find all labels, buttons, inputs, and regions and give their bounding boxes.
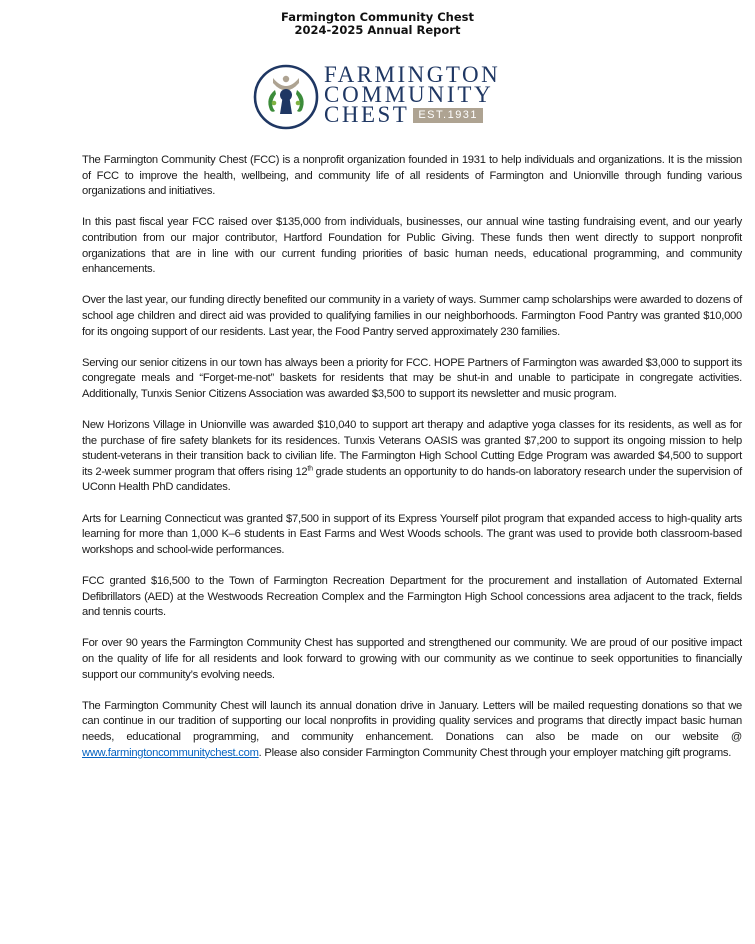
paragraph-donation-text-a: The Farmington Community Chest will launch its annual donation drive in January. Letters will be mailed requesting donations so that we can continue in our tradition of supporting our local nonprofits in providing quality services and programs that directly impact basic human needs, educational programming, and community enhancement. Donations can also be made on our website @ (82, 699, 742, 743)
logo-wordmark-farmington: FARMINGTON (324, 62, 501, 87)
paragraph-community-impact: Over the last year, our funding directly benefited our community in a variety of ways. Summer camp scholarships were awarded to dozens of school age children and direct aid was provided to qualifying families in our neighborhoods. Farmington Food Pantry was granted $10,000 for its ongoing support of our residents. Last year, the Food Pantry served approximately 230 families. (82, 294, 742, 338)
logo-wordmark-chest: CHEST (324, 102, 410, 127)
report-title-org: Farmington Community Chest (281, 10, 474, 24)
logo-wordmark-community: COMMUNITY (324, 82, 494, 107)
website-link[interactable]: www.farmingtoncommunitychest.com (82, 746, 259, 759)
paragraph-aed: FCC granted $16,500 to the Town of Farmington Recreation Department for the procurement and installation of Automated External Defibrillators (AED) at the Westwoods Recreation Complex and the Farmington High School concessions area adjacent to the track, fields and tennis courts. (82, 575, 742, 619)
fcc-keyhole-people-icon (253, 64, 319, 130)
fcc-logo (253, 61, 503, 133)
established-badge: EST.1931 (413, 108, 483, 123)
paragraph-seniors: Serving our senior citizens in our town has always been a priority for FCC. HOPE Partners of Farmington was awarded $3,000 to support its congregate meals and “Forget-me-not” baskets for residents that may be shut-in and unable to participate in congregate activities. Additionally, Tunxis Senior Citizens Association was awarded $3,500 to support its newsletter and music program. (82, 356, 742, 400)
report-body (82, 153, 742, 777)
logo-wordmark-chest-row (324, 102, 500, 127)
paragraph-arts: Arts for Learning Connecticut was granted $7,500 in support of its Express Yourself pilot program that expanded access to high-quality arts learning for more than 1,000 K–6 students in East Farms and West Woods schools. The grant was used to provide both classroom-based workshops and school-wide performances. (82, 512, 742, 556)
paragraph-grants-text-b: grade students an opportunity to do hands-on laboratory research under the supervision of UConn Health PhD candidates. (82, 465, 742, 494)
paragraph-mission: The Farmington Community Chest (FCC) is a nonprofit organization founded in 1931 to help individuals and organizations. It is the mission of FCC to improve the health, wellbeing, and community life of all residents of Farmington and Unionville through funding various organizations and initiatives. (82, 154, 742, 198)
paragraph-history: For over 90 years the Farmington Community Chest has supported and strengthened our community. We are proud of our positive impact on the quality of life for all residents and look forward to growing with our community as we continue to seek opportunities to financially support our community’s evolving needs. (82, 637, 742, 681)
report-title-year: 2024-2025 Annual Report (294, 23, 461, 37)
paragraph-grants (82, 418, 742, 496)
paragraph-grants-text-a: New Horizons Village in Unionville was awarded $10,040 to support art therapy and adaptive yoga classes for its residents, as well as for the purchase of fire safety blankets for its residences. Tunxis Veterans OASIS was granted $7,200 to support its ongoing mission to help student-veterans in their transition back to civilian life. The Farmington High School Cutting Edge Program was awarded $4,500 to support its 2-week summer program that offers rising 12 (82, 419, 742, 478)
ordinal-superscript: th (307, 465, 313, 473)
paragraph-donation-text-b: . Please also consider Farmington Community Chest through your employer matching gift programs. (258, 746, 732, 759)
paragraph-donation-drive (82, 699, 742, 761)
paragraph-fundraising: In this past fiscal year FCC raised over $135,000 from individuals, businesses, our annual wine tasting fundraising event, and our yearly contribution from our major contributor, Hartford Foundation for Public Giving. These funds then went directly to support nonprofit organizations that are in line with our current funding priorities of basic human needs, educational programming, and community enhancements. (82, 216, 742, 276)
